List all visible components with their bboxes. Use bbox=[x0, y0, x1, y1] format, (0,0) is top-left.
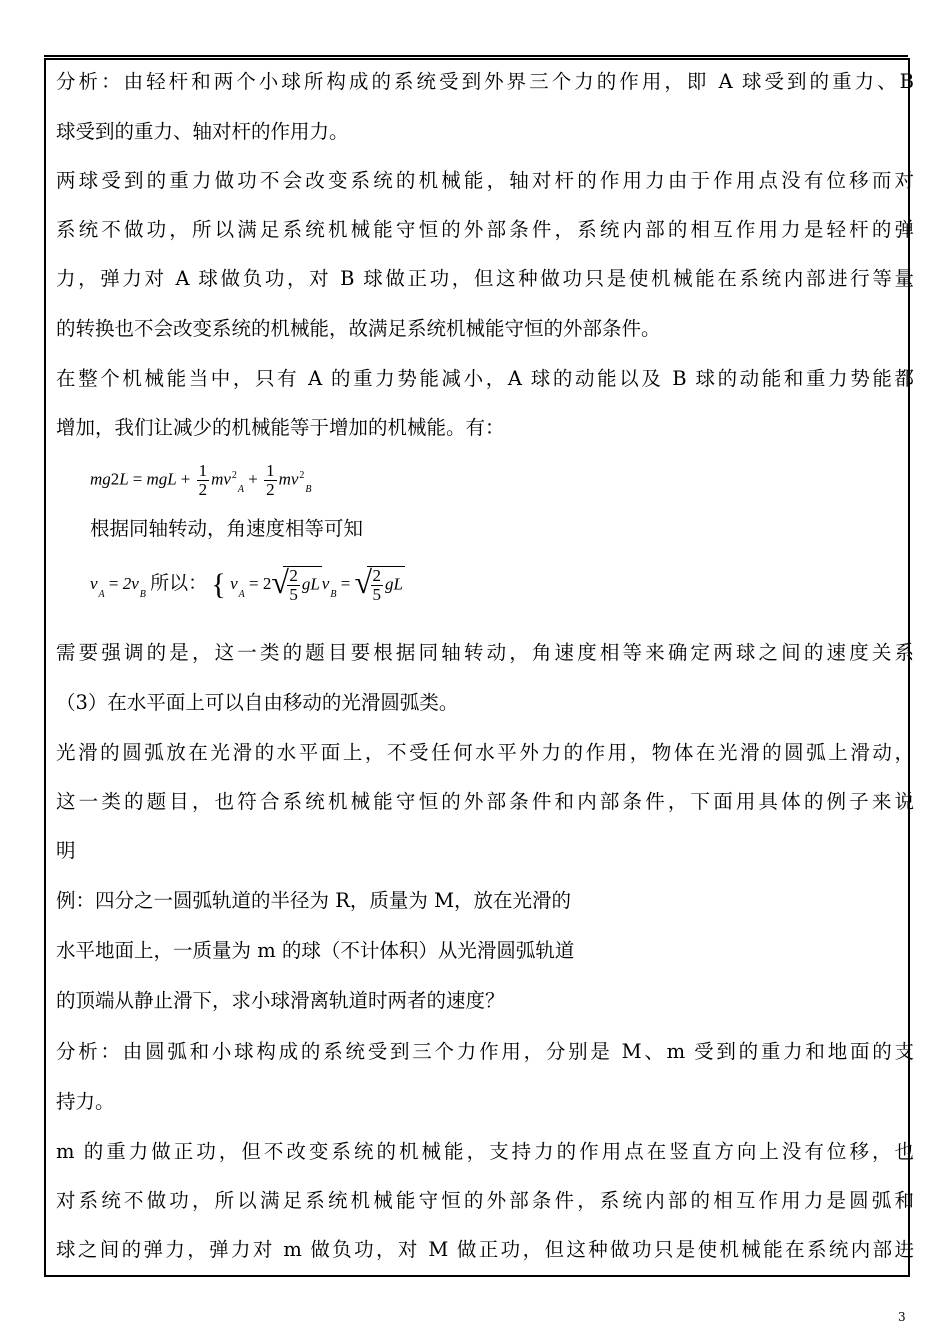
text-suoyi: 所以： bbox=[150, 571, 208, 594]
text-line: 在整个机械能当中，只有 A 的重力势能减小，A 球的动能以及 B 球的动能和重力势能都 bbox=[56, 367, 914, 390]
eq-term: mv bbox=[278, 469, 299, 489]
text-line: 两球受到的重力做功不会改变系统的机械能，轴对杆的作用力由于作用点没有位移而对 bbox=[56, 169, 914, 192]
eq-term: gL bbox=[385, 574, 404, 594]
text-line: 明 bbox=[56, 839, 76, 862]
eq-sign: = bbox=[340, 573, 351, 593]
frac-den: 5 bbox=[289, 585, 298, 604]
fraction bbox=[264, 462, 277, 499]
subscript: B bbox=[139, 588, 146, 600]
eq-term: v bbox=[230, 573, 238, 593]
text-line: 需要强调的是，这一类的题目要根据同轴转动，角速度相等来确定两球之间的速度关系 bbox=[56, 641, 914, 664]
eq-term: gL bbox=[301, 574, 320, 594]
text-line: m 的重力做正功，但不改变系统的机械能，支持力的作用点在竖直方向上没有位移，也 bbox=[56, 1140, 914, 1163]
text-line: 光滑的圆弧放在光滑的水平面上，不受任何水平外力的作用，物体在光滑的圆弧上滑动， bbox=[56, 741, 914, 764]
subscript: B bbox=[305, 484, 312, 496]
frac-num: 2 bbox=[372, 566, 382, 585]
page-number: 3 bbox=[898, 1310, 906, 1324]
text-line: 分析：由圆弧和小球构成的系统受到三个力作用，分别是 M、m 受到的重力和地面的支 bbox=[56, 1040, 914, 1063]
text-line: 增加，我们让减少的机械能等于增加的机械能。有： bbox=[56, 416, 505, 439]
text-line: 对系统不做功，所以满足系统机械能守恒的外部条件，系统内部的相互作用力是圆弧和 bbox=[56, 1189, 914, 1212]
exponent: 2 bbox=[299, 470, 305, 482]
brace: { bbox=[211, 568, 226, 601]
energy-equation bbox=[90, 462, 312, 499]
frac-num: 1 bbox=[266, 461, 275, 480]
subscript: A bbox=[237, 484, 244, 496]
eq-term: v bbox=[321, 573, 330, 593]
subscript: A bbox=[98, 588, 105, 600]
eq-term: mg bbox=[90, 469, 111, 489]
text-line: 例：四分之一圆弧轨道的半径为 R，质量为 M，放在光滑的 bbox=[56, 889, 572, 912]
eq-term: mv bbox=[211, 469, 231, 489]
subscript: A bbox=[238, 588, 245, 600]
header-rule bbox=[44, 55, 908, 57]
text-line: 根据同轴转动，角速度相等可知 bbox=[90, 517, 364, 540]
text-line: 的顶端从静止滑下，求小球滑离轨道时两者的速度？ bbox=[56, 989, 505, 1012]
text-line: 系统不做功，所以满足系统机械能守恒的外部条件，系统内部的相互作用力是轻杆的弹 bbox=[56, 218, 914, 241]
text-line: 水平地面上，一质量为 m 的球（不计体积）从光滑圆弧轨道 bbox=[56, 939, 575, 962]
exponent: 2 bbox=[231, 470, 237, 482]
frac-num: 1 bbox=[198, 461, 208, 480]
text-line: （3）在水平面上可以自由移动的光滑圆弧类。 bbox=[56, 691, 459, 714]
eq-term: 2 bbox=[262, 573, 272, 593]
text-line: 球受到的重力、轴对杆的作用力。 bbox=[56, 120, 349, 143]
frac-den: 5 bbox=[372, 585, 382, 604]
sqrt: √ $\frac{2}{5}$ gL bbox=[271, 564, 320, 604]
text-line: 力，弹力对 A 球做负功，对 B 球做正功，但这种做功只是使机械能在系统内部进行等量 bbox=[56, 267, 914, 290]
eq-sign: + bbox=[248, 469, 258, 489]
velocity-equation bbox=[90, 566, 405, 604]
eq-term: 2v bbox=[122, 573, 139, 593]
eq-term: L bbox=[119, 469, 129, 489]
sqrt: √ $\frac{2}{5}$ gL bbox=[354, 564, 404, 604]
fraction bbox=[197, 462, 210, 499]
frac-den: 2 bbox=[198, 480, 208, 499]
text-line: 球之间的弹力，弹力对 m 做负功，对 M 做正功，但这种做功只是使机械能在系统内部进 bbox=[56, 1238, 914, 1261]
eq-term: 2 bbox=[110, 469, 120, 489]
text-line: 持力。 bbox=[56, 1090, 115, 1113]
text-line: 的转换也不会改变系统的机械能，故满足系统机械能守恒的外部条件。 bbox=[56, 317, 661, 340]
eq-term: v bbox=[90, 573, 98, 593]
text-line: 分析：由轻杆和两个小球所构成的系统受到外界三个力的作用，即 A 球受到的重力、B bbox=[56, 70, 914, 93]
text-line: 这一类的题目，也符合系统机械能守恒的外部条件和内部条件，下面用具体的例子来说 bbox=[56, 790, 914, 813]
eq-sign: + bbox=[180, 469, 191, 489]
frac-den: 2 bbox=[266, 480, 275, 499]
eq-term: mgL bbox=[146, 469, 177, 489]
frac-num: 2 bbox=[289, 566, 298, 585]
eq-sign: = bbox=[108, 573, 119, 593]
subscript: B bbox=[330, 588, 337, 600]
eq-sign: = bbox=[248, 573, 259, 593]
eq-sign: = bbox=[132, 469, 143, 489]
